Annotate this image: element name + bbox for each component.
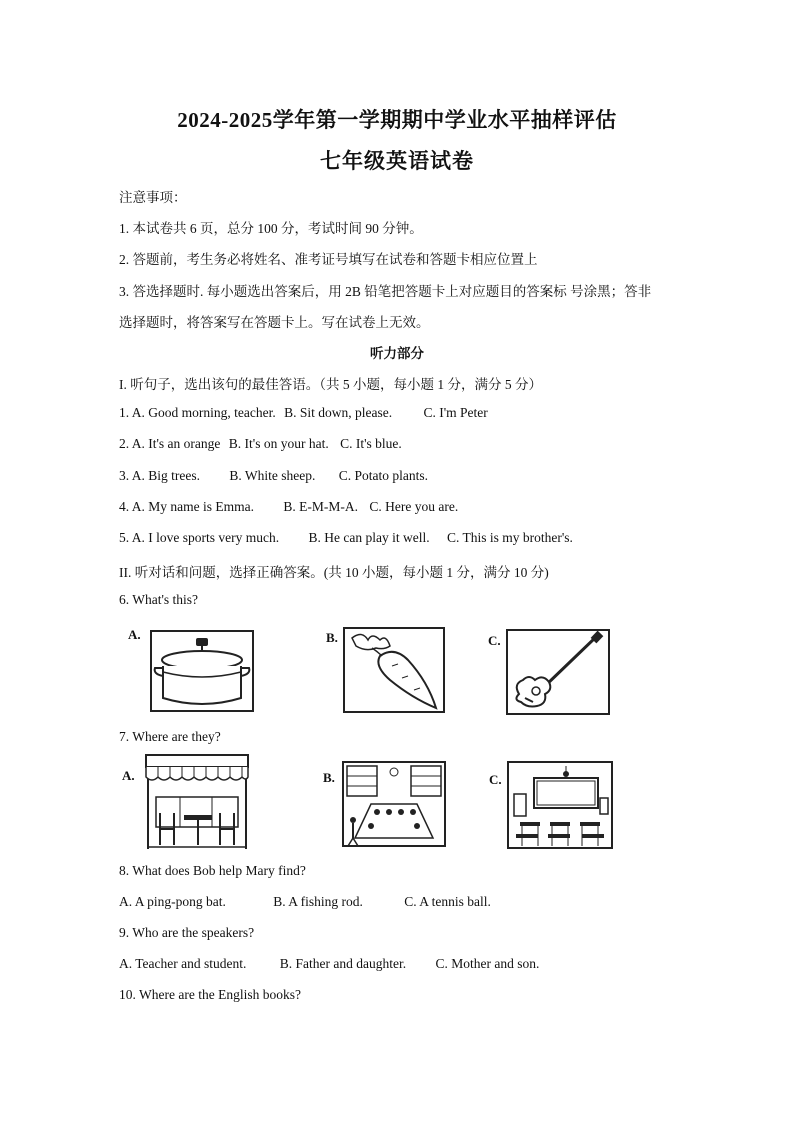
question-7: 7. Where are they? xyxy=(119,729,221,744)
pot-icon xyxy=(147,628,257,714)
classroom-icon xyxy=(506,760,614,850)
q9-option-c: C. Mother and son. xyxy=(435,956,540,971)
cafe-icon xyxy=(142,753,252,851)
note-item-3: 3. 答选择题时. 每小题选出答案后，用 2B 铅笔把答题卡上对应题目的答案标 号涂黑；答非 xyxy=(119,284,652,299)
question-6: 6. What's this? xyxy=(119,592,199,607)
question-2 xyxy=(119,436,402,452)
q2-option-b: B. It's on your hat. xyxy=(228,436,329,451)
q3-option-a: 3. A. Big trees. xyxy=(119,468,200,483)
q8-option-b: B. A fishing rod. xyxy=(273,894,363,909)
q9-option-b: B. Father and daughter. xyxy=(279,956,407,971)
q3-option-c: C. Potato plants. xyxy=(338,468,428,483)
q7-label-b: B. xyxy=(323,770,335,785)
question-4 xyxy=(119,499,458,515)
q4-option-b: B. E-M-M-A. xyxy=(283,499,358,514)
exam-subtitle: 七年级英语试卷 xyxy=(320,149,474,173)
q1-option-b: B. Sit down, please. xyxy=(284,405,393,420)
q4-option-c: C. Here you are. xyxy=(369,499,459,514)
question-8-options xyxy=(119,894,491,910)
q5-option-a: 5. A. I love sports very much. xyxy=(119,530,280,545)
question-9-options xyxy=(119,956,539,972)
q8-option-c: C. A tennis ball. xyxy=(404,894,491,909)
listening-section-title: 听力部分 xyxy=(370,346,424,361)
question-5 xyxy=(119,530,573,546)
q3-option-b: B. White sheep. xyxy=(229,468,316,483)
note-item-1: 1. 本试卷共 6 页，总分 100 分，考试时间 90 分钟。 xyxy=(119,221,423,236)
library-icon xyxy=(341,760,447,848)
q4-option-a: 4. A. My name is Emma. xyxy=(119,499,254,514)
q2-option-a: 2. A. It's an orange xyxy=(119,436,221,451)
question-8: 8. What does Bob help Mary find? xyxy=(119,863,306,878)
notes-heading: 注意事项： xyxy=(119,190,187,205)
q1-option-c: C. I'm Peter xyxy=(423,405,488,420)
note-item-2: 2. 答题前，考生务必将姓名、准考证号填写在试卷和答题卡相应位置上 xyxy=(119,252,538,267)
carrot-icon xyxy=(342,626,446,714)
question-1 xyxy=(119,405,488,421)
q2-option-c: C. It's blue. xyxy=(340,436,402,451)
note-item-3-cont: 选择题时，将答案写在答题卡上。写在试卷上无效。 xyxy=(119,315,430,330)
part2-instructions: II. 听对话和问题，选择正确答案。(共 10 小题，每小题 1 分，满分 10 分) xyxy=(119,565,549,580)
q1-option-a: 1. A. Good morning, teacher. xyxy=(119,405,276,420)
question-3 xyxy=(119,468,428,484)
q9-option-a: A. Teacher and student. xyxy=(119,956,247,971)
part1-instructions: I. 听句子，选出该句的最佳答语。（共 5 小题，每小题 1 分，满分 5 分） xyxy=(119,377,542,392)
exam-title: 2024-2025学年第一学期期中学业水平抽样评估 xyxy=(177,108,617,132)
q7-label-a: A. xyxy=(122,768,135,783)
question-10: 10. Where are the English books? xyxy=(119,987,301,1002)
q6-label-a: A. xyxy=(128,627,141,642)
q5-option-c: C. This is my brother's. xyxy=(446,530,573,545)
q8-option-a: A. A ping-pong bat. xyxy=(119,894,226,909)
q5-option-b: B. He can play it well. xyxy=(308,530,430,545)
guitar-icon xyxy=(505,628,611,716)
q6-label-c: C. xyxy=(488,633,501,648)
q6-label-b: B. xyxy=(326,630,338,645)
question-9: 9. Who are the speakers? xyxy=(119,925,255,940)
q7-label-c: C. xyxy=(489,772,502,787)
